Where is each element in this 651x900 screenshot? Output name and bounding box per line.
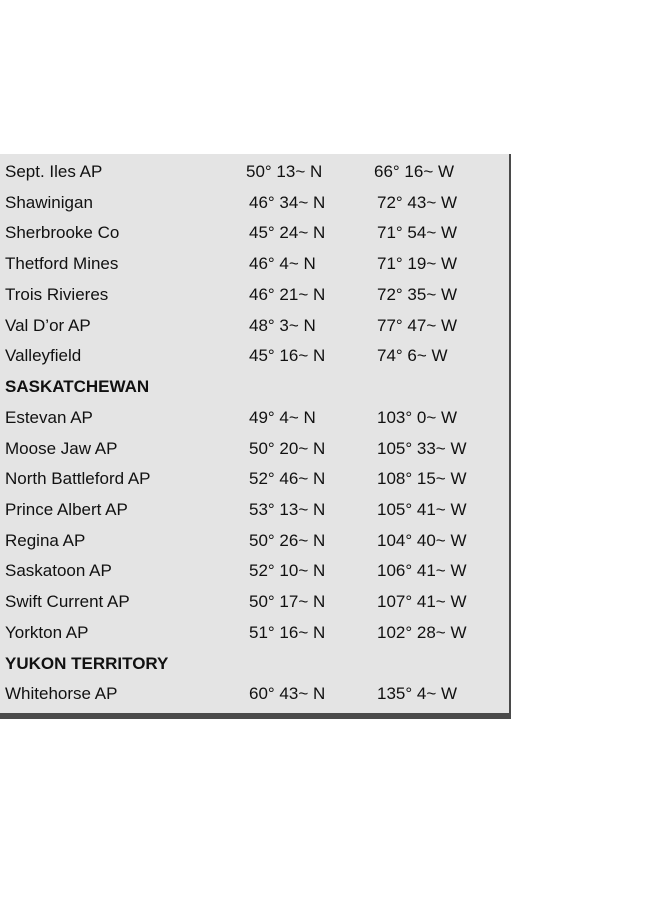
table-row	[0, 526, 509, 556]
latitude: 50° 13~ N	[246, 162, 323, 181]
longitude: 71° 54~ W	[377, 223, 458, 242]
section-title: YUKON TERRITORY	[5, 654, 169, 673]
table-row	[0, 188, 509, 218]
table-row	[0, 249, 509, 279]
section-title: SASKATCHEWAN	[5, 377, 150, 396]
location-name: Moose Jaw AP	[5, 439, 118, 458]
longitude: 105° 41~ W	[377, 500, 467, 519]
longitude: 72° 43~ W	[377, 193, 458, 212]
section-header-yukon-territory	[0, 649, 509, 679]
longitude: 71° 19~ W	[377, 254, 458, 273]
location-name: Thetford Mines	[5, 254, 119, 273]
latitude: 46° 34~ N	[249, 193, 326, 212]
section-header-saskatchewan	[0, 372, 509, 402]
location-name: Trois Rivieres	[5, 285, 109, 304]
location-name: North Battleford AP	[5, 469, 151, 488]
latitude: 50° 17~ N	[249, 592, 326, 611]
table-row	[0, 679, 509, 709]
location-table	[0, 154, 511, 719]
longitude: 104° 40~ W	[377, 531, 467, 550]
latitude: 52° 46~ N	[249, 469, 326, 488]
location-name: Regina AP	[5, 531, 86, 550]
location-name: Val D’or AP	[5, 316, 91, 335]
latitude: 50° 20~ N	[249, 439, 326, 458]
table-row	[0, 218, 509, 248]
location-name: Estevan AP	[5, 408, 93, 427]
location-name: Whitehorse AP	[5, 684, 118, 703]
latitude: 45° 16~ N	[249, 346, 326, 365]
longitude: 66° 16~ W	[374, 162, 455, 181]
longitude: 107° 41~ W	[377, 592, 467, 611]
longitude: 135° 4~ W	[377, 684, 458, 703]
latitude: 45° 24~ N	[249, 223, 326, 242]
table-row	[0, 403, 509, 433]
latitude: 53° 13~ N	[249, 500, 326, 519]
longitude: 105° 33~ W	[377, 439, 467, 458]
location-name: Yorkton AP	[5, 623, 89, 642]
location-name: Prince Albert AP	[5, 500, 128, 519]
latitude: 46° 4~ N	[249, 254, 316, 273]
table-row	[0, 464, 509, 494]
table-row	[0, 434, 509, 464]
latitude: 52° 10~ N	[249, 561, 326, 580]
location-name: Saskatoon AP	[5, 561, 112, 580]
location-name: Sherbrooke Co	[5, 223, 120, 242]
table-row	[0, 556, 509, 586]
location-name: Shawinigan	[5, 193, 93, 212]
table-row	[0, 495, 509, 525]
longitude: 74° 6~ W	[377, 346, 448, 365]
latitude: 60° 43~ N	[249, 684, 326, 703]
longitude: 77° 47~ W	[377, 316, 458, 335]
table-row	[0, 587, 509, 617]
longitude: 106° 41~ W	[377, 561, 467, 580]
table-row	[0, 157, 509, 187]
location-name: Sept. Iles AP	[5, 162, 103, 181]
latitude: 46° 21~ N	[249, 285, 326, 304]
table-row	[0, 280, 509, 310]
table-row	[0, 618, 509, 648]
latitude: 48° 3~ N	[249, 316, 316, 335]
table-row	[0, 311, 509, 341]
longitude: 102° 28~ W	[377, 623, 467, 642]
location-name: Swift Current AP	[5, 592, 130, 611]
latitude: 51° 16~ N	[249, 623, 326, 642]
longitude: 108° 15~ W	[377, 469, 467, 488]
location-name: Valleyfield	[5, 346, 82, 365]
table-row	[0, 341, 509, 371]
latitude: 49° 4~ N	[249, 408, 316, 427]
longitude: 72° 35~ W	[377, 285, 458, 304]
longitude: 103° 0~ W	[377, 408, 458, 427]
latitude: 50° 26~ N	[249, 531, 326, 550]
